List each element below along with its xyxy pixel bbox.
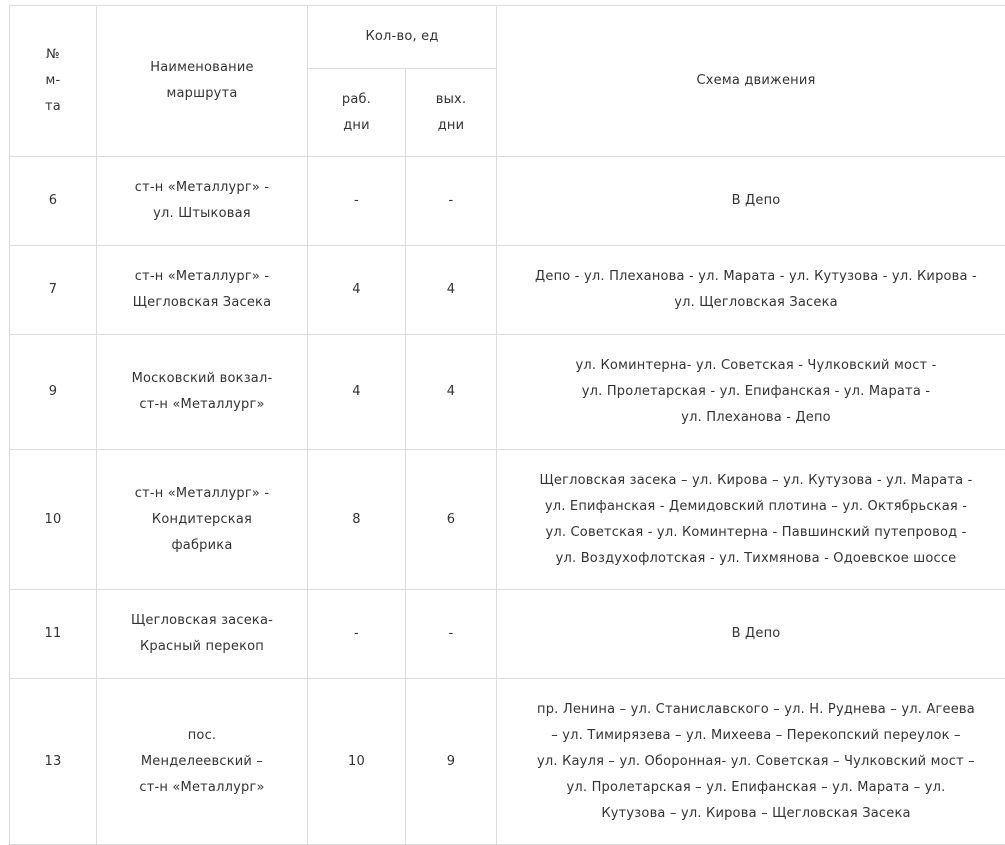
route-name: Щегловская засека- Красный перекоп — [97, 590, 308, 679]
route-number: 6 — [10, 157, 97, 246]
route-scheme: В Депо — [497, 590, 1005, 679]
route-name: ст-н «Металлург» - Кондитерская фабрика — [97, 450, 308, 590]
routes-table — [9, 5, 1005, 845]
route-scheme: Щегловская засека – ул. Кирова – ул. Кутузова - ул. Марата - ул. Епифанская - Демидовский плотина – ул. Октябрьская - ул. Советская - ул. Коминтерна - Павшинский путепровод - ул. Воздухофлотская - ул. Тихмянова - Одоевское шоссе — [497, 450, 1005, 590]
header-weekends: вых. дни — [406, 69, 497, 157]
route-number: 9 — [10, 335, 97, 450]
weekends-count: 9 — [406, 679, 497, 845]
weekends-count: - — [406, 157, 497, 246]
header-workdays: раб. дни — [308, 69, 406, 157]
header-scheme: Схема движения — [497, 6, 1005, 157]
route-name: Московский вокзал- ст-н «Металлург» — [97, 335, 308, 450]
workdays-count: 4 — [308, 246, 406, 335]
routes-table-container — [9, 5, 1005, 845]
table-row — [10, 450, 1005, 590]
workdays-count: 10 — [308, 679, 406, 845]
route-scheme: пр. Ленина – ул. Станиславского – ул. Н. Руднева – ул. Агеева – ул. Тимирязева – ул. Михеева – Перекопский переулок – ул. Кауля – ул. Оборонная- ул. Советская – Чулковский мост – ул. Пролетарская – ул. Епифанская – ул. Марата – ул. Кутузова – ул. Кирова – Щегловская Засека — [497, 679, 1005, 845]
weekends-count: 4 — [406, 335, 497, 450]
table-row — [10, 679, 1005, 845]
route-number: 7 — [10, 246, 97, 335]
table-row — [10, 157, 1005, 246]
weekends-count: - — [406, 590, 497, 679]
header-quantity: Кол-во, ед — [308, 6, 497, 69]
route-number: 13 — [10, 679, 97, 845]
weekends-count: 4 — [406, 246, 497, 335]
route-scheme: В Депо — [497, 157, 1005, 246]
workdays-count: 8 — [308, 450, 406, 590]
route-scheme: Депо - ул. Плеханова - ул. Марата - ул. Кутузова - ул. Кирова - ул. Щегловская Засека — [497, 246, 1005, 335]
route-scheme: ул. Коминтерна- ул. Советская - Чулковский мост - ул. Пролетарская - ул. Епифанская - ул. Марата - ул. Плеханова - Депо — [497, 335, 1005, 450]
workdays-count: 4 — [308, 335, 406, 450]
workdays-count: - — [308, 590, 406, 679]
route-name: ст-н «Металлург» - Щегловская Засека — [97, 246, 308, 335]
route-number: 10 — [10, 450, 97, 590]
route-name: пос. Менделеевский – ст-н «Металлург» — [97, 679, 308, 845]
route-name: ст-н «Металлург» - ул. Штыковая — [97, 157, 308, 246]
header-route-number: № м- та — [10, 6, 97, 157]
weekends-count: 6 — [406, 450, 497, 590]
table-row — [10, 246, 1005, 335]
header-route-name: Наименование маршрута — [97, 6, 308, 157]
workdays-count: - — [308, 157, 406, 246]
table-row — [10, 590, 1005, 679]
table-row — [10, 335, 1005, 450]
route-number: 11 — [10, 590, 97, 679]
